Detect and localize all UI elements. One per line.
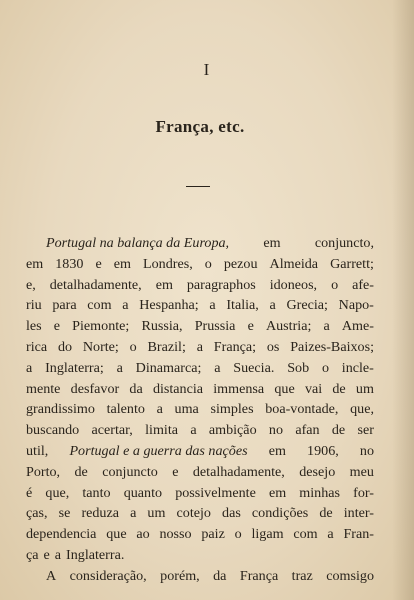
word: Norte;	[82, 338, 119, 355]
word: Piemonte;	[72, 318, 130, 335]
word: les	[26, 318, 42, 335]
word: Paizes-Baixos;	[290, 338, 374, 355]
word: idoneos,	[269, 276, 318, 293]
word: e	[172, 463, 179, 480]
word: comsigo	[326, 567, 374, 584]
word: desejo	[299, 463, 336, 480]
word: simples	[210, 401, 254, 418]
word: Londres,	[143, 255, 193, 272]
chapter-number: I	[203, 60, 211, 79]
word: porém,	[160, 567, 200, 584]
word: nosso	[159, 526, 192, 543]
word: A	[46, 567, 57, 584]
word: e	[43, 546, 50, 563]
word: em	[155, 276, 173, 293]
word: ligam	[251, 526, 284, 543]
word: Sob	[287, 359, 310, 376]
word: reduza	[81, 505, 119, 522]
book-title: Portugal e a guerra das nações	[69, 442, 248, 459]
word: possivelmente	[175, 484, 256, 501]
word: Fran-	[343, 526, 374, 543]
word: Austria;	[265, 318, 312, 335]
word: ça	[26, 546, 39, 563]
text-line	[26, 295, 374, 316]
word: condições	[251, 505, 309, 522]
word: paragraphos	[186, 276, 256, 293]
word: Suecia.	[233, 359, 275, 376]
word: conjuncto,	[314, 235, 374, 251]
text-line	[26, 316, 374, 337]
word: em	[113, 255, 131, 272]
word: minhas	[299, 484, 341, 501]
text-line	[26, 358, 374, 379]
word: Ame-	[341, 318, 374, 335]
word: no	[268, 422, 284, 439]
text-line	[26, 420, 374, 441]
word: em	[263, 235, 281, 251]
word: desfavor	[70, 380, 120, 397]
word: a	[130, 505, 137, 522]
word: o	[129, 338, 137, 355]
text-line	[26, 379, 374, 400]
word: mente	[26, 380, 61, 397]
word: o	[234, 526, 242, 543]
word: uma	[174, 401, 199, 418]
word: que,	[45, 484, 70, 501]
word: a	[196, 338, 203, 355]
word: que	[106, 526, 127, 543]
word: o	[321, 359, 329, 376]
word: Napo-	[338, 297, 374, 314]
text-line	[26, 275, 374, 296]
word: da	[129, 380, 143, 397]
word: que,	[350, 401, 374, 418]
word: em	[26, 255, 44, 272]
word: que	[274, 380, 295, 397]
word: para	[52, 297, 77, 314]
word: a	[26, 359, 33, 376]
word: o	[204, 255, 212, 272]
word: util,	[26, 442, 49, 459]
word: Hespanha;	[139, 297, 199, 314]
word: Brazil;	[147, 338, 186, 355]
word: França	[239, 567, 279, 584]
word: a	[116, 359, 123, 376]
word: Russia,	[141, 318, 183, 335]
word: conjuncto	[102, 463, 158, 480]
word: quanto	[123, 484, 163, 501]
word: afan	[295, 422, 320, 439]
word: com	[87, 297, 112, 314]
text-line	[26, 441, 374, 462]
word: detalhadamente,	[192, 463, 285, 480]
word: do	[57, 338, 73, 355]
word: das	[222, 505, 241, 522]
word: em	[268, 442, 286, 459]
word: os	[266, 338, 280, 355]
word: detalhadamente,	[49, 276, 142, 293]
word: da	[213, 567, 227, 584]
word: em	[268, 484, 287, 501]
word: Dinamarca;	[135, 359, 202, 376]
word: França;	[213, 338, 257, 355]
word: ças,	[26, 505, 48, 522]
word: immensa	[213, 380, 265, 397]
word: Almeida	[269, 255, 319, 272]
text-line	[26, 524, 374, 545]
word: boa-vontade,	[265, 401, 339, 418]
text-line	[26, 337, 374, 358]
word: rica	[26, 338, 48, 355]
text-line	[26, 462, 374, 483]
word: for-	[353, 484, 374, 501]
chapter-title: França, etc.	[155, 117, 245, 136]
word: ser	[357, 422, 374, 439]
word: um	[355, 380, 374, 397]
word: afe-	[352, 276, 374, 293]
word: a	[214, 359, 221, 376]
word: traz	[291, 567, 313, 584]
word: inter-	[343, 505, 374, 522]
word: limita	[145, 422, 179, 439]
word: meu	[349, 463, 374, 480]
word: o	[331, 276, 339, 293]
page-edge-shadow	[392, 0, 414, 600]
word: a	[327, 526, 334, 543]
word: a	[269, 297, 276, 314]
word: ambição	[208, 422, 257, 439]
word: grandissimo	[26, 401, 95, 418]
word: Prussia	[194, 318, 236, 335]
word: Inglaterra.	[66, 546, 125, 563]
word: de	[331, 422, 346, 439]
word: a	[122, 297, 129, 314]
word: é	[26, 484, 33, 501]
text-line	[26, 545, 374, 566]
word: e	[53, 318, 61, 335]
word: com	[293, 526, 318, 543]
word: de	[74, 463, 88, 480]
word: a	[156, 401, 163, 418]
word: Italia,	[226, 297, 259, 314]
word: a	[209, 297, 216, 314]
word: a	[54, 546, 62, 563]
section-divider	[186, 186, 210, 187]
word: Garrett;	[330, 255, 374, 272]
text-line	[26, 483, 374, 504]
word: de	[319, 505, 333, 522]
word: 1906,	[307, 442, 339, 459]
word: cotejo	[176, 505, 211, 522]
text-line	[26, 233, 374, 254]
word: Inglaterra;	[45, 359, 104, 376]
word: ao	[136, 526, 150, 543]
word: 1830	[55, 255, 84, 272]
word: distancia	[152, 380, 204, 397]
word: tanto	[82, 484, 111, 501]
word: buscando	[26, 422, 80, 439]
word: riu	[26, 297, 42, 314]
word: paiz	[201, 526, 225, 543]
word: a	[190, 422, 197, 439]
word: se	[58, 505, 71, 522]
word: e,	[26, 276, 36, 293]
word: e	[247, 318, 254, 335]
word: acertar,	[91, 422, 133, 439]
word: vai	[304, 380, 323, 397]
word: talento	[106, 401, 145, 418]
word: dependencia	[26, 526, 97, 543]
text-line	[26, 566, 374, 587]
book-title: Portugal na balança da Europa,	[46, 235, 230, 251]
word: um	[147, 505, 166, 522]
text-line	[26, 254, 374, 275]
word: Grecia;	[286, 297, 328, 314]
word: pezou	[223, 255, 258, 272]
word: de	[332, 380, 346, 397]
word: a	[323, 318, 330, 335]
word: no	[359, 442, 374, 459]
body-text	[26, 233, 374, 587]
word: e	[95, 255, 102, 272]
text-line	[26, 399, 374, 420]
word: Porto,	[26, 463, 61, 480]
word: incle-	[341, 359, 374, 376]
text-line	[26, 503, 374, 524]
word: consideração,	[69, 567, 147, 584]
